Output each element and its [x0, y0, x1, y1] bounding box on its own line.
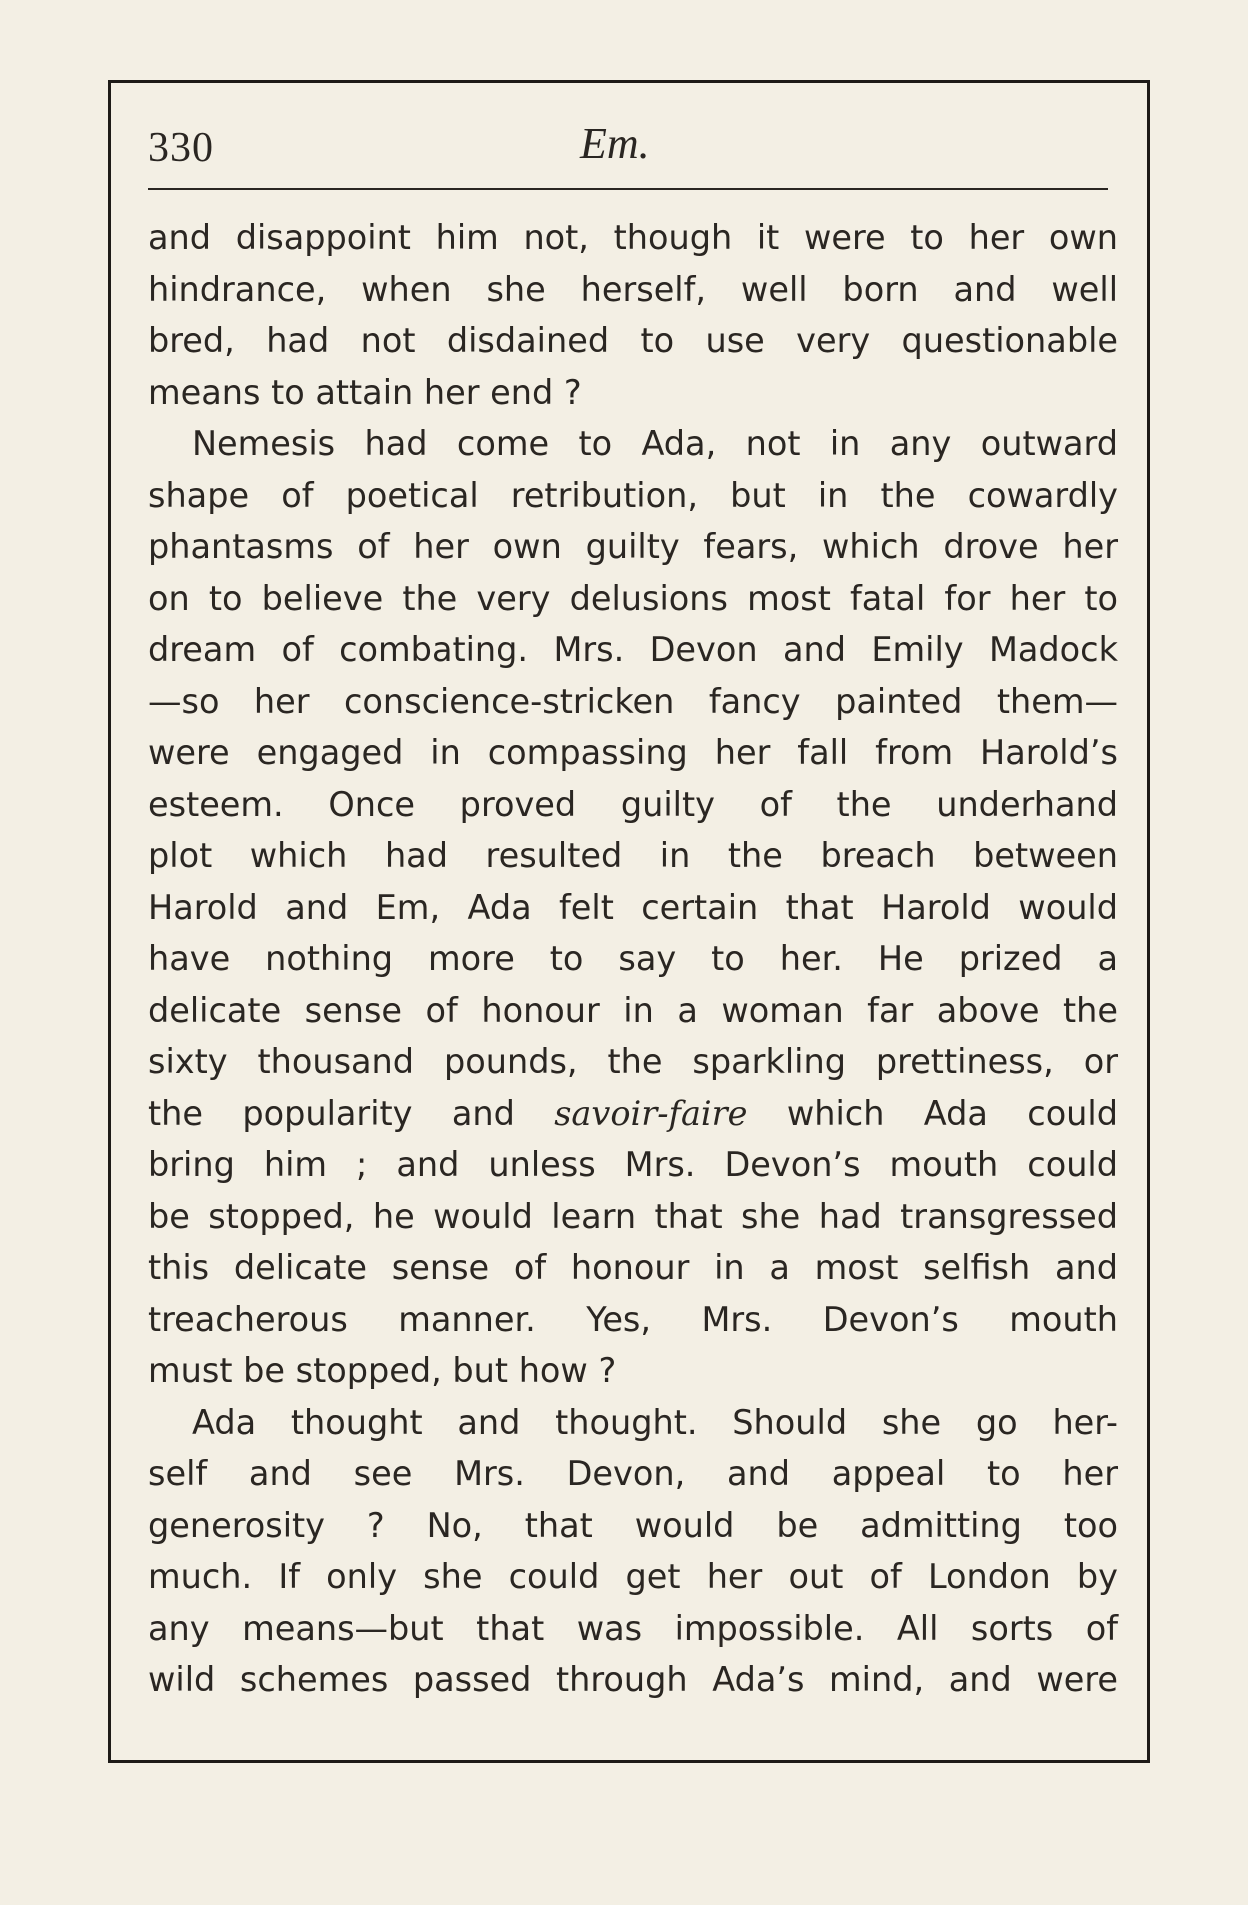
page-number: 330 — [148, 125, 214, 171]
text-line: must be stopped, but how ? — [148, 1351, 617, 1390]
text-line: much. If only she could get her out of London by — [148, 1557, 1118, 1596]
text-line: means to attain her end ? — [148, 372, 582, 412]
text-run: the popularity and — [148, 1093, 555, 1133]
text-line: phantasms of her own guilty fears, which drove her — [148, 527, 1118, 566]
text-line: bring him ; and unless Mrs. Devon’s mouth could — [148, 1145, 1118, 1184]
text-line: delicate sense of honour in a woman far above the — [148, 990, 1118, 1030]
text-line: and disappoint him not, though it were to her own — [148, 218, 1118, 257]
text-line: any means—but that was impossible. All sorts of — [148, 1608, 1118, 1648]
text-line: be stopped, he would learn that she had transgressed — [148, 1196, 1118, 1236]
text-line: plot which had resulted in the breach between — [148, 836, 1118, 875]
text-line: shape of poetical retribution, but in the cowardly — [148, 475, 1118, 515]
text-line: bred, had not disdained to use very questionable — [148, 321, 1118, 360]
body-text — [148, 212, 1118, 1706]
text-line: Harold and Em, Ada felt certain that Harold would — [148, 887, 1118, 927]
text-line: esteem. Once proved guilty of the underhand — [148, 784, 1118, 824]
text-line: on to believe the very delusions most fatal for her to — [148, 578, 1118, 618]
header-rule — [148, 188, 1108, 190]
text-line: Ada thought and thought. Should she go her- — [192, 1402, 1118, 1442]
text-line-mixed — [148, 1088, 1118, 1140]
italic-phrase: savoir-faire — [554, 1093, 748, 1133]
text-line: wild schemes passed through Ada’s mind, and were — [148, 1660, 1118, 1699]
text-line: Nemesis had come to Ada, not in any outward — [192, 424, 1118, 463]
page-header — [148, 118, 1108, 190]
text-line: this delicate sense of honour in a most selfish and — [148, 1248, 1118, 1287]
text-line: hindrance, when she herself, well born and well — [148, 269, 1118, 309]
text-line: dream of combating. Mrs. Devon and Emily Madock — [148, 630, 1118, 669]
text-line: generosity ? No, that would be admitting too — [148, 1505, 1118, 1545]
running-title: Em. — [580, 119, 650, 168]
text-line: have nothing more to say to her. He prized a — [148, 939, 1118, 978]
text-line: treacherous manner. Yes, Mrs. Devon’s mouth — [148, 1299, 1118, 1339]
text-run: which Ada could — [747, 1093, 1118, 1133]
text-line: —so her conscience-stricken fancy painted them— — [148, 681, 1118, 721]
text-line: self and see Mrs. Devon, and appeal to her — [148, 1454, 1118, 1493]
text-line: sixty thousand pounds, the sparkling prettiness, or — [148, 1042, 1118, 1081]
text-line: were engaged in compassing her fall from Harold’s — [148, 733, 1118, 772]
